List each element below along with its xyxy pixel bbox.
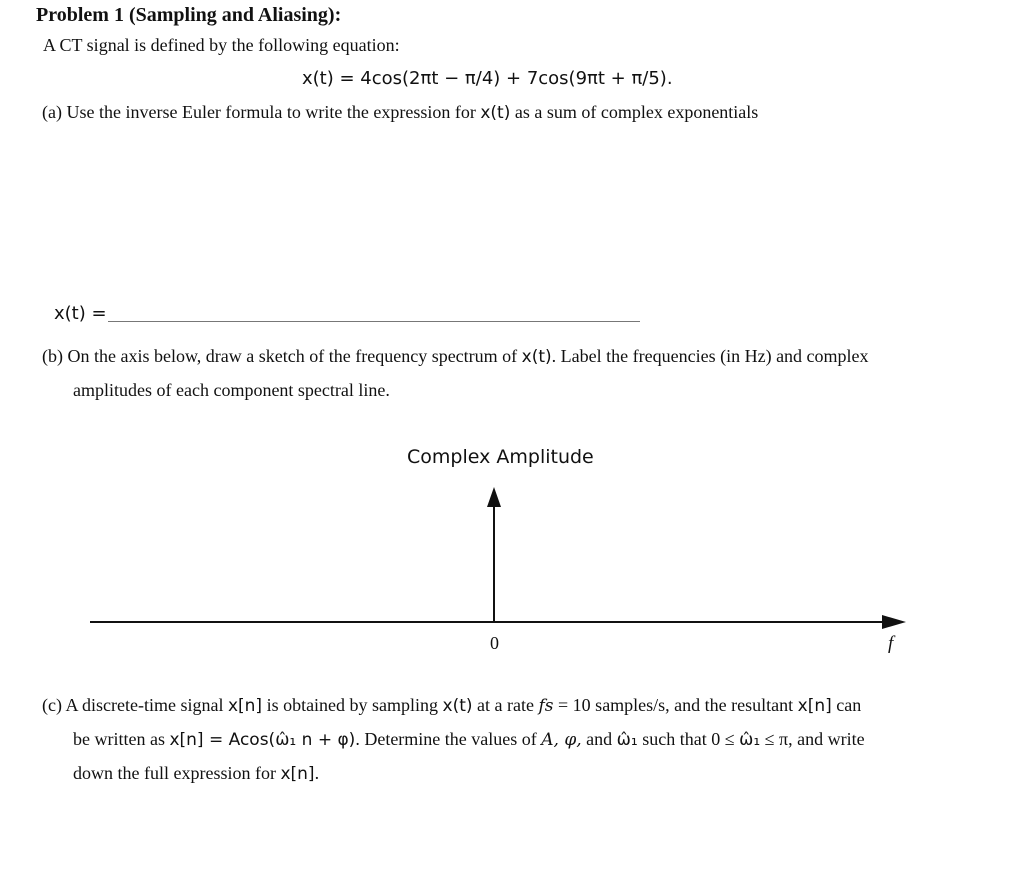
axis-origin-label: 0 [490, 633, 499, 653]
part-a-text-1: Use the inverse Euler formula to write the expression for [66, 102, 481, 122]
horizontal-axis-arrow [882, 615, 906, 629]
part-c-l2a: be written as [73, 729, 170, 749]
part-c-l3m1: x[n] [280, 764, 315, 784]
part-c-l1e: can [831, 695, 862, 715]
part-a-label: (a) [42, 102, 67, 122]
part-c-l2m1: x[n] = Acos(ω̂₁ n + φ) [169, 730, 356, 750]
part-c-l1b: is obtained by sampling [262, 695, 443, 715]
problem-title: Problem 1 (Sampling and Aliasing): [36, 4, 342, 26]
part-c-l1d: = 10 samples/s, and the resultant [553, 695, 798, 715]
part-c-l1m2: x(t) [442, 696, 473, 716]
spectrum-y-axis-label: Complex Amplitude [407, 446, 594, 468]
part-c-l1m4: x[n] [797, 696, 832, 716]
part-a-math: x(t) [480, 103, 511, 123]
frequency-axis-label: f [888, 633, 894, 654]
part-c-l1m3: fs [538, 696, 554, 716]
part-c-line-1 [42, 695, 861, 716]
part-b-prefix: (b) On the axis below, draw a sketch of the frequency spectrum of [42, 346, 522, 366]
vertical-axis-arrow [487, 487, 501, 507]
part-b-suffix: . Label the frequencies (in Hz) and complex [551, 346, 869, 366]
part-c-l2d: such that 0 ≤ [637, 729, 740, 749]
part-c-l1c: at a rate [472, 695, 539, 715]
answer-prefix: x(t) = [54, 303, 107, 324]
part-c-l2m3: ω̂₁ [616, 730, 638, 750]
signal-equation: x(t) = 4cos(2πt − π/4) + 7cos(9πt + π/5). [302, 68, 673, 89]
part-c-l2m2: A, φ, [541, 730, 582, 750]
part-b-line-2: amplitudes of each component spectral line. [73, 380, 390, 400]
part-c-l1a: (c) A discrete-time signal [42, 695, 228, 715]
part-c-l2b: . Determine the values of [355, 729, 542, 749]
part-c-l3a: down the full expression for [73, 763, 281, 783]
part-c-l2e: ≤ π, and write [760, 729, 865, 749]
problem-intro: A CT signal is defined by the following equation: [43, 35, 400, 55]
part-c-line-3 [73, 763, 319, 784]
part-b-math: x(t) [521, 347, 552, 367]
part-a-text-2: as a sum of complex exponentials [510, 102, 759, 122]
part-c-l1m1: x[n] [227, 696, 263, 716]
part-c-line-2 [73, 729, 865, 750]
part-c-l2m4: ω̂₁ [739, 730, 761, 750]
part-c-l2c: and [581, 729, 617, 749]
part-c-l3b: . [314, 763, 320, 783]
